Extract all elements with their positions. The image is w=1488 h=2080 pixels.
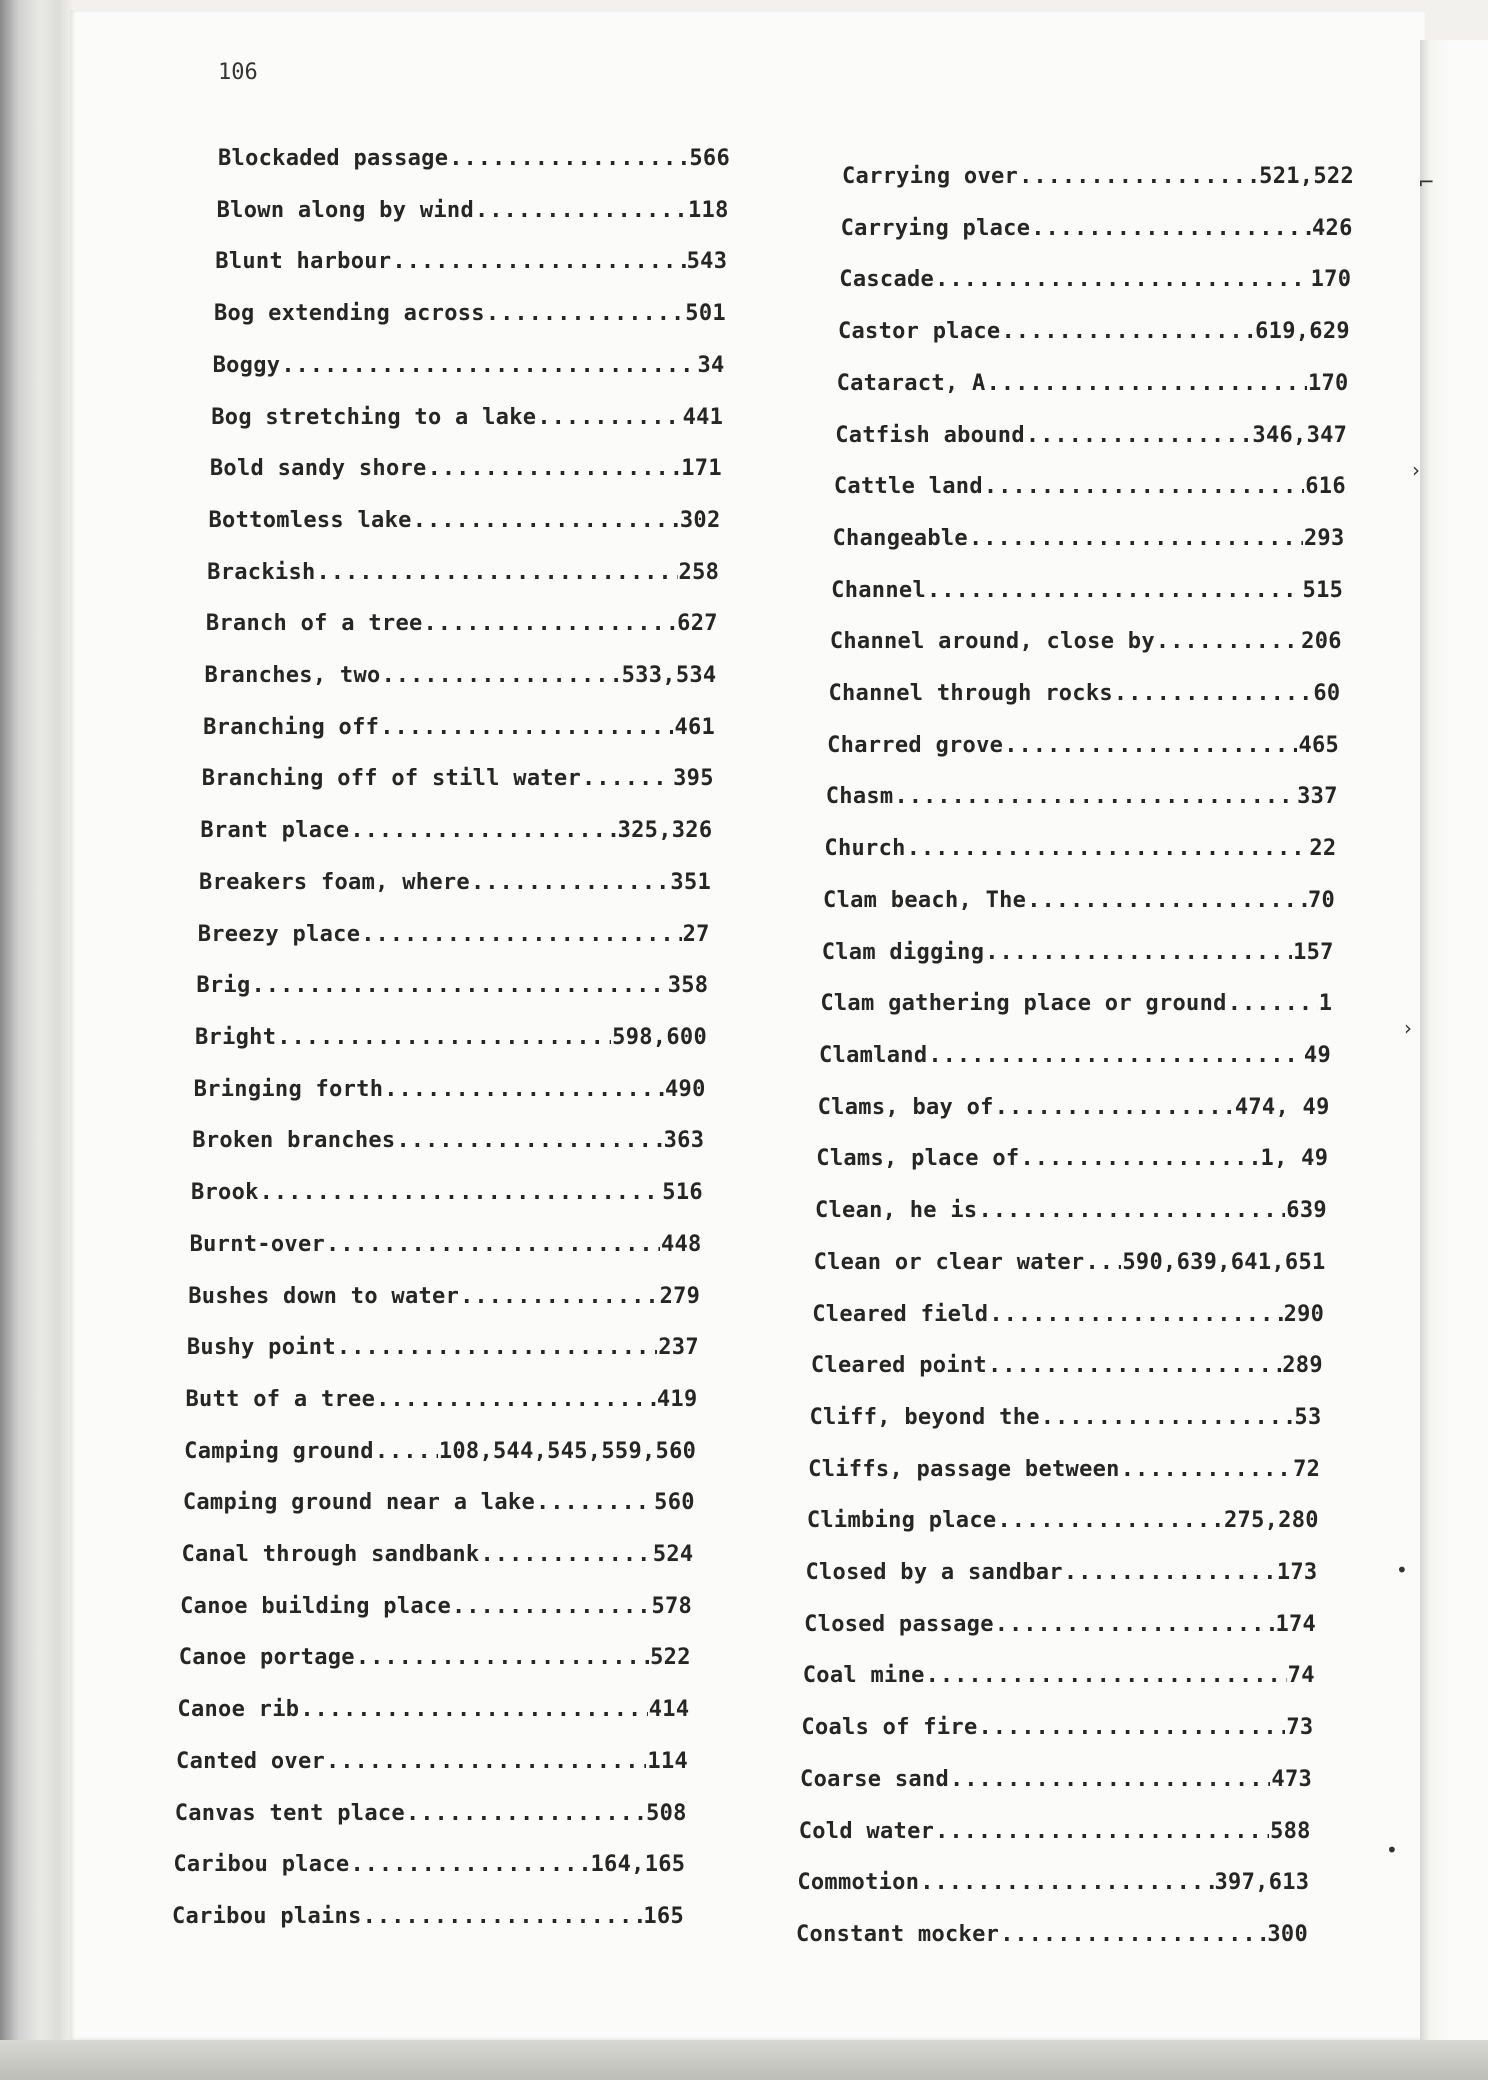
leader-dots bbox=[413, 508, 679, 533]
index-entry bbox=[827, 733, 1339, 767]
leader-dots bbox=[537, 405, 681, 430]
leader-dots bbox=[988, 1353, 1281, 1378]
index-entry bbox=[215, 249, 727, 283]
leader-dots bbox=[277, 1025, 611, 1050]
leader-dots bbox=[1019, 164, 1258, 189]
index-page-refs: 508 bbox=[646, 1800, 687, 1826]
index-entry bbox=[175, 1801, 687, 1835]
index-page-refs: 590,639,641,651 bbox=[1122, 1249, 1326, 1275]
index-entry bbox=[194, 1077, 706, 1111]
index-entry bbox=[214, 301, 726, 335]
index-entry bbox=[172, 1904, 684, 1938]
leader-dots bbox=[475, 198, 687, 223]
index-entry bbox=[210, 456, 722, 490]
leader-dots bbox=[361, 922, 681, 947]
index-page-refs: 164,165 bbox=[590, 1852, 686, 1878]
index-term: Bold sandy shore bbox=[209, 456, 427, 482]
index-page-refs: 27 bbox=[682, 921, 710, 947]
index-term: Brook bbox=[190, 1180, 259, 1206]
index-term: Coals of fire bbox=[801, 1715, 978, 1741]
index-page-refs: 206 bbox=[1301, 629, 1342, 655]
index-term: Butt of a tree bbox=[185, 1386, 376, 1412]
index-page-refs: 237 bbox=[658, 1335, 699, 1361]
index-entry bbox=[213, 353, 725, 387]
index-entry bbox=[838, 319, 1350, 353]
index-term: Cascade bbox=[839, 267, 935, 293]
index-page-refs: 522 bbox=[650, 1645, 691, 1671]
index-entry bbox=[834, 474, 1346, 508]
index-page-refs: 1 bbox=[1318, 991, 1333, 1017]
leader-dots bbox=[452, 1594, 650, 1619]
index-entry bbox=[177, 1697, 689, 1731]
leader-dots bbox=[1031, 216, 1311, 241]
index-entry bbox=[826, 784, 1338, 818]
leader-dots bbox=[920, 1870, 1213, 1895]
index-entry bbox=[816, 1146, 1328, 1180]
index-entry bbox=[822, 940, 1334, 974]
index-term: Church bbox=[824, 836, 906, 862]
index-page-refs: 639 bbox=[1286, 1198, 1327, 1224]
index-page-refs: 53 bbox=[1294, 1404, 1322, 1430]
index-term: Chasm bbox=[825, 784, 894, 810]
leader-dots bbox=[326, 1749, 646, 1774]
index-page-refs: 560 bbox=[654, 1490, 695, 1516]
index-entry bbox=[841, 216, 1353, 250]
index-term: Clam beach, The bbox=[823, 887, 1027, 913]
leader-dots bbox=[363, 1904, 643, 1929]
next-page-edge bbox=[1420, 40, 1488, 2050]
index-entry bbox=[839, 267, 1351, 301]
leader-dots bbox=[356, 1645, 649, 1670]
index-term: Bright bbox=[195, 1025, 277, 1050]
index-entry bbox=[202, 766, 714, 800]
index-term: Canvas tent place bbox=[174, 1800, 405, 1826]
leader-dots bbox=[424, 611, 677, 636]
index-term: Branching off of still water bbox=[201, 766, 582, 792]
index-page-refs: 1, 49 bbox=[1260, 1146, 1329, 1172]
leader-dots bbox=[997, 1508, 1223, 1533]
index-page-refs: 70 bbox=[1307, 887, 1336, 913]
index-page-refs: 501 bbox=[685, 301, 726, 327]
index-page-refs: 397,613 bbox=[1214, 1870, 1310, 1896]
index-term: Coal mine bbox=[802, 1663, 925, 1689]
index-term: Closed by a sandbar bbox=[805, 1560, 1063, 1586]
index-page-refs: 474, 49 bbox=[1234, 1094, 1330, 1120]
index-term: Brig bbox=[196, 973, 251, 999]
index-term: Carrying over bbox=[842, 164, 1019, 189]
index-page-refs: 619,629 bbox=[1255, 319, 1350, 345]
leader-dots bbox=[406, 1801, 645, 1826]
index-term: Cleared field bbox=[812, 1301, 989, 1327]
leader-dots bbox=[384, 1077, 664, 1102]
page-number: 106 bbox=[218, 60, 258, 85]
index-page-refs: 108,544,545,559,560 bbox=[438, 1438, 697, 1464]
index-page-refs: 165 bbox=[643, 1904, 684, 1929]
index-term: Clean or clear water bbox=[813, 1249, 1085, 1275]
leader-dots bbox=[1121, 1457, 1292, 1482]
index-term: Canted over bbox=[176, 1748, 326, 1774]
leader-dots bbox=[969, 526, 1303, 551]
index-page-refs: 414 bbox=[648, 1697, 690, 1723]
index-term: Boggy bbox=[212, 352, 281, 378]
leader-dots bbox=[337, 1335, 657, 1360]
index-entry bbox=[831, 578, 1343, 612]
index-page-refs: 588 bbox=[1270, 1818, 1311, 1844]
index-page-refs: 170 bbox=[1310, 267, 1352, 293]
index-page-refs: 49 bbox=[1303, 1043, 1331, 1068]
index-entry bbox=[824, 836, 1336, 870]
leader-dots bbox=[1020, 1146, 1259, 1171]
index-term: Charred grove bbox=[827, 732, 1004, 758]
index-term: Closed passage bbox=[804, 1611, 994, 1637]
index-page-refs: 419 bbox=[656, 1386, 698, 1412]
index-entry bbox=[218, 146, 730, 180]
index-entry bbox=[797, 1870, 1309, 1904]
leader-dots bbox=[995, 1612, 1275, 1637]
leader-dots bbox=[935, 267, 1310, 292]
index-page-refs: 34 bbox=[697, 352, 725, 378]
leader-dots bbox=[935, 1819, 1269, 1844]
index-term: Branch of a tree bbox=[205, 611, 423, 637]
leader-dots bbox=[449, 146, 688, 171]
leader-dots bbox=[350, 1852, 589, 1877]
index-entry bbox=[179, 1645, 691, 1679]
page-edge-mark: › bbox=[1404, 1016, 1412, 1040]
leader-dots bbox=[1001, 319, 1254, 344]
index-term: Cold water bbox=[798, 1818, 935, 1844]
leader-dots bbox=[1085, 1250, 1121, 1275]
leader-dots bbox=[928, 1043, 1303, 1068]
index-entry bbox=[820, 991, 1332, 1025]
index-entry bbox=[180, 1594, 692, 1628]
index-entry bbox=[842, 164, 1354, 198]
leader-dots bbox=[480, 1542, 651, 1567]
index-entry bbox=[799, 1819, 1311, 1853]
index-term: Cliffs, passage between bbox=[808, 1456, 1120, 1482]
index-page-refs: 473 bbox=[1271, 1766, 1313, 1792]
index-term: Blunt harbour bbox=[215, 249, 392, 275]
index-entry bbox=[801, 1715, 1313, 1749]
index-entry bbox=[199, 870, 711, 904]
index-page-refs: 363 bbox=[663, 1128, 705, 1154]
index-entry bbox=[209, 508, 721, 542]
index-entry bbox=[198, 922, 710, 956]
index-entry bbox=[814, 1250, 1326, 1284]
index-term: Branching off bbox=[203, 714, 380, 740]
leader-dots bbox=[927, 578, 1302, 603]
index-entry bbox=[835, 423, 1347, 457]
index-term: Bog stretching to a lake bbox=[211, 404, 537, 430]
index-term: Branches, two bbox=[204, 663, 381, 689]
index-term: Brackish bbox=[207, 559, 316, 585]
index-page-refs: 337 bbox=[1297, 784, 1338, 810]
index-entry bbox=[823, 888, 1335, 922]
page-edge-mark: › bbox=[1412, 458, 1420, 482]
index-term: Canal through sandbank bbox=[181, 1542, 480, 1568]
index-page-refs: 358 bbox=[667, 973, 709, 999]
leader-dots bbox=[1156, 629, 1300, 654]
index-term: Clams, bay of bbox=[817, 1094, 994, 1120]
page-edge-mark: • bbox=[1396, 1558, 1408, 1582]
index-page-refs: 543 bbox=[686, 249, 728, 275]
index-page-refs: 578 bbox=[651, 1593, 693, 1619]
leader-dots bbox=[486, 301, 684, 326]
index-term: Clamland bbox=[819, 1043, 928, 1068]
index-term: Clam gathering place or ground bbox=[820, 991, 1227, 1017]
index-entry bbox=[181, 1542, 693, 1576]
index-page-refs: 170 bbox=[1307, 370, 1349, 396]
index-entry bbox=[796, 1922, 1308, 1956]
index-term: Bringing forth bbox=[193, 1076, 384, 1102]
leader-dots bbox=[317, 560, 678, 585]
index-term: Breezy place bbox=[197, 921, 361, 947]
index-entry bbox=[204, 663, 716, 697]
index-entry bbox=[187, 1335, 699, 1369]
leader-dots bbox=[376, 1387, 656, 1412]
index-term: Channel through rocks bbox=[828, 681, 1113, 707]
index-term: Clean, he is bbox=[814, 1198, 978, 1224]
leader-dots bbox=[978, 1198, 1285, 1223]
index-page-refs: 293 bbox=[1303, 525, 1345, 551]
index-term: Blown along by wind bbox=[216, 197, 474, 223]
index-page-refs: 598,600 bbox=[612, 1025, 707, 1050]
leader-dots bbox=[1000, 1922, 1266, 1947]
index-page-refs: 515 bbox=[1302, 577, 1344, 603]
index-entry bbox=[805, 1560, 1317, 1594]
index-page-refs: 72 bbox=[1293, 1456, 1321, 1482]
index-term: Blockaded passage bbox=[218, 146, 449, 171]
index-term: Channel around, close by bbox=[829, 629, 1155, 655]
leader-dots bbox=[1026, 423, 1252, 448]
index-entry bbox=[211, 405, 723, 439]
index-page-refs: 60 bbox=[1313, 681, 1341, 707]
index-page-refs: 524 bbox=[652, 1542, 694, 1568]
index-entry bbox=[186, 1387, 698, 1421]
index-entry bbox=[828, 681, 1340, 715]
index-entry bbox=[203, 715, 715, 749]
leader-dots bbox=[460, 1284, 658, 1309]
index-entry bbox=[206, 611, 718, 645]
leader-dots bbox=[1041, 1405, 1294, 1430]
index-entry bbox=[807, 1508, 1319, 1542]
leader-dots bbox=[281, 353, 696, 378]
index-entry bbox=[815, 1198, 1327, 1232]
index-term: Cleared point bbox=[810, 1353, 987, 1379]
leader-dots bbox=[1114, 681, 1312, 706]
index-page-refs: 448 bbox=[660, 1231, 702, 1257]
leader-dots bbox=[984, 474, 1304, 499]
index-term: Catfish abound bbox=[835, 422, 1025, 448]
index-term: Bog extending across bbox=[213, 301, 485, 327]
index-entry bbox=[207, 560, 719, 594]
index-term: Caribou place bbox=[173, 1852, 350, 1878]
leader-dots bbox=[907, 836, 1309, 861]
index-page-refs: 171 bbox=[681, 456, 722, 482]
leader-dots bbox=[536, 1490, 653, 1515]
leader-dots bbox=[985, 940, 1292, 965]
index-page-refs: 616 bbox=[1305, 474, 1346, 500]
index-page-refs: 302 bbox=[679, 507, 721, 533]
leader-dots bbox=[428, 456, 681, 481]
index-entry bbox=[803, 1663, 1315, 1697]
index-term: Climbing place bbox=[806, 1508, 997, 1534]
index-entry bbox=[183, 1490, 695, 1524]
leader-dots bbox=[326, 1232, 660, 1257]
index-page-refs: 346,347 bbox=[1252, 422, 1348, 448]
leader-dots bbox=[1228, 991, 1318, 1016]
page-edge-mark: ⌐ bbox=[1418, 170, 1435, 194]
index-page-refs: 325,326 bbox=[617, 818, 713, 844]
index-term: Clams, place of bbox=[816, 1146, 1020, 1172]
index-term: Camping ground bbox=[184, 1438, 374, 1464]
index-term: Canoe building place bbox=[180, 1593, 452, 1619]
index-entry bbox=[808, 1457, 1320, 1491]
index-term: Cattle land bbox=[833, 474, 983, 500]
index-entry bbox=[830, 629, 1342, 663]
index-term: Breakers foam, where bbox=[199, 869, 470, 895]
leader-dots bbox=[1064, 1560, 1276, 1585]
leader-dots bbox=[375, 1439, 438, 1464]
leader-dots bbox=[471, 870, 669, 895]
index-term: Cataract, A bbox=[836, 370, 986, 396]
leader-dots bbox=[950, 1767, 1270, 1792]
leader-dots bbox=[926, 1663, 1287, 1688]
index-entry bbox=[176, 1749, 688, 1783]
index-entry bbox=[804, 1612, 1316, 1646]
leader-dots bbox=[1027, 888, 1307, 913]
index-term: Commotion bbox=[797, 1870, 920, 1896]
index-term: Changeable bbox=[832, 525, 968, 551]
book-spine bbox=[0, 0, 72, 2080]
leader-dots bbox=[350, 818, 616, 843]
index-page-refs: 426 bbox=[1312, 215, 1353, 241]
leader-dots bbox=[989, 1302, 1282, 1327]
index-page-refs: 290 bbox=[1283, 1301, 1325, 1327]
index-page-refs: 465 bbox=[1298, 732, 1340, 758]
index-entry bbox=[195, 1025, 707, 1059]
leader-dots bbox=[1004, 733, 1297, 758]
index-page-refs: 627 bbox=[677, 611, 718, 637]
index-entry bbox=[800, 1767, 1312, 1801]
index-term: Canoe portage bbox=[178, 1645, 355, 1671]
leader-dots bbox=[382, 663, 621, 688]
index-entry bbox=[173, 1852, 685, 1886]
index-entry bbox=[196, 973, 708, 1007]
index-page-refs: 73 bbox=[1286, 1715, 1314, 1741]
bottom-shadow bbox=[0, 2040, 1488, 2080]
index-page-refs: 521,522 bbox=[1259, 164, 1354, 189]
index-page-refs: 490 bbox=[665, 1076, 706, 1102]
leader-dots bbox=[396, 1128, 662, 1153]
index-entry bbox=[837, 371, 1349, 405]
index-term: Caribou plains bbox=[172, 1904, 362, 1929]
index-term: Bushes down to water bbox=[188, 1283, 460, 1309]
index-page-refs: 566 bbox=[689, 146, 730, 171]
index-page-refs: 441 bbox=[682, 404, 724, 430]
index-entry bbox=[184, 1439, 696, 1473]
index-term: Broken branches bbox=[192, 1128, 396, 1154]
index-page-refs: 118 bbox=[688, 197, 729, 223]
index-term: Constant mocker bbox=[796, 1922, 1000, 1947]
leader-dots bbox=[582, 766, 672, 791]
leader-dots bbox=[260, 1180, 662, 1205]
index-page-refs: 174 bbox=[1275, 1611, 1317, 1637]
index-page-refs: 157 bbox=[1293, 939, 1334, 965]
index-term: Burnt-over bbox=[189, 1231, 326, 1257]
index-page-refs: 275,280 bbox=[1223, 1508, 1319, 1534]
index-term: Canoe rib bbox=[177, 1697, 300, 1723]
index-page-refs: 461 bbox=[674, 714, 716, 740]
index-term: Brant place bbox=[200, 818, 350, 844]
index-entry bbox=[190, 1232, 702, 1266]
index-entry bbox=[811, 1353, 1323, 1387]
index-page-refs: 258 bbox=[678, 559, 720, 585]
index-page-refs: 22 bbox=[1309, 836, 1337, 862]
index-entry bbox=[833, 526, 1345, 560]
index-term: Bushy point bbox=[186, 1335, 336, 1361]
index-page-refs: 395 bbox=[673, 766, 714, 792]
index-entry bbox=[188, 1284, 700, 1318]
index-term: Camping ground near a lake bbox=[182, 1490, 535, 1516]
index-page-refs: 74 bbox=[1287, 1663, 1315, 1689]
index-page-refs: 300 bbox=[1267, 1922, 1308, 1947]
index-entry bbox=[200, 818, 712, 852]
index-term: Cliff, beyond the bbox=[809, 1404, 1040, 1430]
index-entry bbox=[812, 1302, 1324, 1336]
index-page-refs: 173 bbox=[1276, 1560, 1318, 1586]
index-entry bbox=[810, 1405, 1322, 1439]
index-page-refs: 114 bbox=[647, 1748, 689, 1774]
index-page-refs: 516 bbox=[662, 1180, 703, 1206]
leader-dots bbox=[392, 249, 685, 274]
leader-dots bbox=[894, 784, 1296, 809]
leader-dots bbox=[987, 371, 1307, 396]
index-term: Carrying place bbox=[840, 215, 1031, 241]
index-entry bbox=[191, 1180, 703, 1214]
leader-dots bbox=[300, 1697, 647, 1722]
index-page-refs: 533,534 bbox=[621, 663, 717, 689]
index-entry bbox=[818, 1095, 1330, 1129]
leader-dots bbox=[995, 1095, 1234, 1120]
index-term: Castor place bbox=[837, 319, 1001, 345]
index-term: Coarse sand bbox=[800, 1766, 950, 1792]
leader-dots bbox=[252, 973, 667, 998]
index-page-refs: 351 bbox=[670, 869, 712, 895]
index-entry bbox=[192, 1128, 704, 1162]
leader-dots bbox=[380, 715, 673, 740]
leader-dots bbox=[979, 1715, 1286, 1740]
index-page-refs: 289 bbox=[1282, 1353, 1323, 1379]
index-entry bbox=[217, 198, 729, 232]
index-term: Clam digging bbox=[821, 939, 985, 965]
index-page-refs: 279 bbox=[659, 1283, 701, 1309]
index-entry bbox=[819, 1043, 1331, 1077]
page-edge-mark: • bbox=[1386, 1838, 1398, 1862]
index-term: Channel bbox=[831, 577, 926, 603]
index-term: Bottomless lake bbox=[208, 507, 412, 533]
